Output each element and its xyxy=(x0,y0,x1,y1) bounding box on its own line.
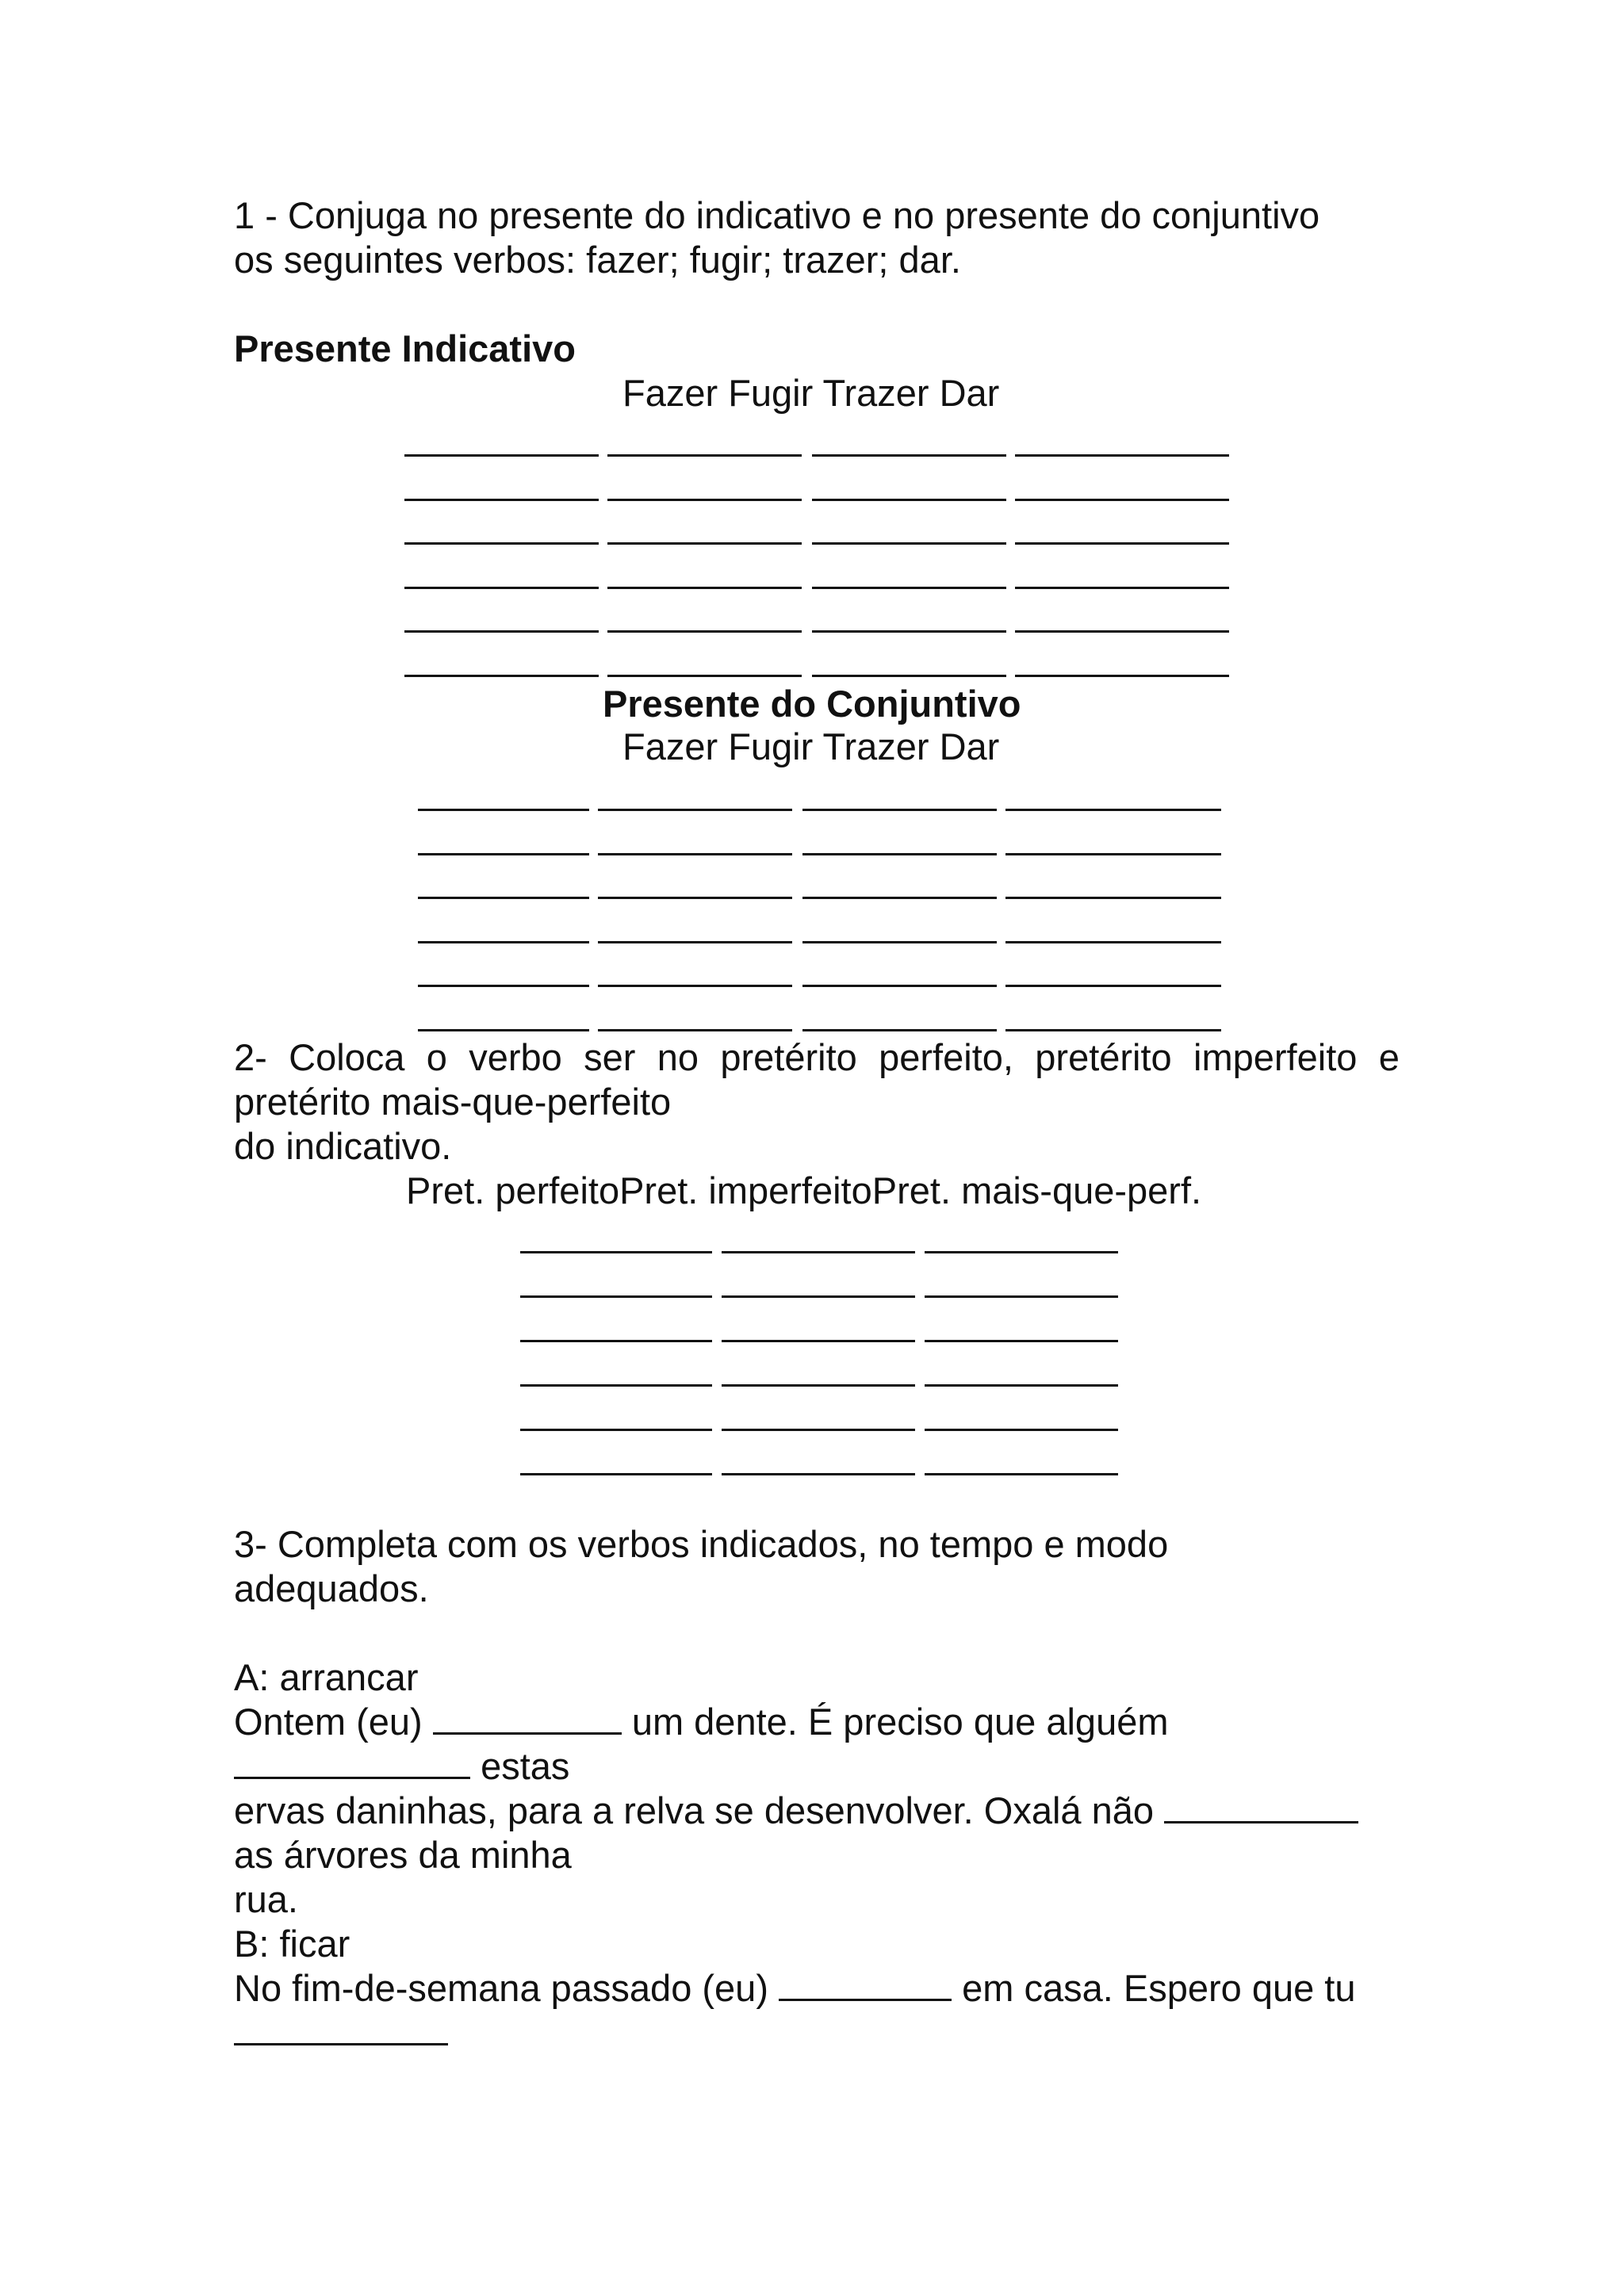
answer-line[interactable] xyxy=(722,1295,915,1298)
q3-b-line1-before-blank: No fim-de-semana passado (eu) xyxy=(234,1967,768,2009)
answer-line[interactable] xyxy=(1005,853,1221,855)
answer-line[interactable] xyxy=(812,542,1006,545)
q2-prompt-line3: do indicativo. xyxy=(234,1125,452,1167)
answer-line[interactable] xyxy=(722,1429,915,1431)
answer-line[interactable] xyxy=(1005,941,1221,943)
q3-b-line1-after-blank: em casa. Espero que tu xyxy=(962,1967,1356,2009)
answer-blank[interactable] xyxy=(1164,1791,1358,1823)
answer-line[interactable] xyxy=(722,1340,915,1342)
answer-line[interactable] xyxy=(598,897,792,899)
q2-prompt-word: Coloca xyxy=(289,1036,405,1078)
q2-column-headers: Pret. perfeitoPret. imperfeitoPret. mais-que-perf. xyxy=(406,1169,1202,1211)
answer-line[interactable] xyxy=(925,1295,1118,1298)
answer-line[interactable] xyxy=(802,897,997,899)
answer-line[interactable] xyxy=(722,1384,915,1387)
q3-a-line4: as árvores da minha xyxy=(234,1834,572,1876)
answer-blank[interactable] xyxy=(234,2013,448,2045)
answer-line[interactable] xyxy=(1005,985,1221,987)
q1-prompt-line1: 1 - Conjuga no presente do indicativo e no presente do conjuntivo xyxy=(234,194,1320,236)
answer-line[interactable] xyxy=(802,853,997,855)
answer-line[interactable] xyxy=(520,1251,712,1253)
answer-line[interactable] xyxy=(520,1384,712,1387)
q2-prompt-line1 xyxy=(234,1035,1400,1080)
answer-line[interactable] xyxy=(802,941,997,943)
answer-line[interactable] xyxy=(418,809,589,811)
answer-blank[interactable] xyxy=(433,1702,622,1735)
q3-a-line3 xyxy=(234,1789,1358,1833)
answer-line[interactable] xyxy=(722,1473,915,1475)
q3-a-line1 xyxy=(234,1700,1169,1744)
answer-line[interactable] xyxy=(598,853,792,855)
answer-line[interactable] xyxy=(812,499,1006,501)
answer-line[interactable] xyxy=(1015,630,1229,633)
answer-line[interactable] xyxy=(722,1251,915,1253)
answer-line[interactable] xyxy=(1005,1029,1221,1031)
answer-line[interactable] xyxy=(925,1384,1118,1387)
answer-line[interactable] xyxy=(925,1251,1118,1253)
answer-line[interactable] xyxy=(607,499,802,501)
answer-line[interactable] xyxy=(607,542,802,545)
answer-line[interactable] xyxy=(812,587,1006,589)
indicativo-column-headers: Fazer Fugir Trazer Dar xyxy=(622,372,1000,414)
q2-prompt-word: imperfeito xyxy=(1193,1036,1358,1078)
q3-prompt-line1: 3- Completa com os verbos indicados, no tempo e modo xyxy=(234,1523,1169,1565)
answer-line[interactable] xyxy=(598,941,792,943)
answer-line[interactable] xyxy=(812,630,1006,633)
q3-prompt-line2: adequados. xyxy=(234,1567,429,1609)
answer-line[interactable] xyxy=(607,587,802,589)
q2-prompt-line2: pretérito mais-que-perfeito xyxy=(234,1081,672,1123)
q3-a-line2-after-blank: estas xyxy=(481,1745,570,1787)
answer-line[interactable] xyxy=(404,499,599,501)
answer-line[interactable] xyxy=(1005,897,1221,899)
answer-line[interactable] xyxy=(802,985,997,987)
answer-line[interactable] xyxy=(520,1429,712,1431)
answer-line[interactable] xyxy=(802,1029,997,1031)
answer-line[interactable] xyxy=(520,1473,712,1475)
answer-line[interactable] xyxy=(418,941,589,943)
answer-line[interactable] xyxy=(520,1340,712,1342)
answer-line[interactable] xyxy=(1015,454,1229,457)
q2-prompt-word: verbo xyxy=(469,1036,562,1078)
q3-a-line5: rua. xyxy=(234,1878,298,1920)
q2-prompt-word: pretérito xyxy=(1035,1036,1172,1078)
answer-line[interactable] xyxy=(418,985,589,987)
q3-a-line1-after-blank: um dente. É preciso que alguém xyxy=(631,1701,1169,1743)
answer-line[interactable] xyxy=(598,809,792,811)
answer-line[interactable] xyxy=(418,897,589,899)
q3-b-line2 xyxy=(234,2011,448,2055)
answer-line[interactable] xyxy=(520,1295,712,1298)
answer-line[interactable] xyxy=(1005,809,1221,811)
q2-prompt-word: 2- xyxy=(234,1036,267,1078)
answer-line[interactable] xyxy=(607,630,802,633)
answer-blank[interactable] xyxy=(234,1747,470,1779)
answer-line[interactable] xyxy=(925,1340,1118,1342)
answer-line[interactable] xyxy=(1015,542,1229,545)
answer-line[interactable] xyxy=(418,853,589,855)
answer-line[interactable] xyxy=(404,454,599,457)
answer-line[interactable] xyxy=(1015,675,1229,677)
answer-line[interactable] xyxy=(1015,499,1229,501)
answer-line[interactable] xyxy=(404,587,599,589)
q1-prompt-line2: os seguintes verbos: fazer; fugir; trazer; dar. xyxy=(234,239,961,281)
q3-b-line1 xyxy=(234,1966,1356,2011)
q2-prompt-word: ser xyxy=(584,1036,636,1078)
q3-b-label: B: ficar xyxy=(234,1923,350,1965)
q3-a-line3-before-blank: ervas daninhas, para a relva se desenvolver. Oxalá não xyxy=(234,1789,1155,1831)
answer-line[interactable] xyxy=(418,1029,589,1031)
conjuntivo-column-headers: Fazer Fugir Trazer Dar xyxy=(622,725,1000,767)
answer-line[interactable] xyxy=(598,1029,792,1031)
q3-a-label: A: arrancar xyxy=(234,1656,419,1698)
answer-line[interactable] xyxy=(598,985,792,987)
q2-prompt-word: perfeito, xyxy=(879,1036,1013,1078)
answer-line[interactable] xyxy=(812,454,1006,457)
answer-line[interactable] xyxy=(925,1473,1118,1475)
answer-line[interactable] xyxy=(925,1429,1118,1431)
answer-line[interactable] xyxy=(404,542,599,545)
answer-line[interactable] xyxy=(404,675,599,677)
answer-blank[interactable] xyxy=(779,1969,952,2001)
q3-a-line2 xyxy=(234,1744,569,1789)
answer-line[interactable] xyxy=(607,454,802,457)
indicativo-heading: Presente Indicativo xyxy=(234,327,576,369)
q2-prompt-word: pretérito xyxy=(720,1036,857,1078)
conjuntivo-heading: Presente do Conjuntivo xyxy=(603,683,1021,725)
q3-a-line1-before-blank: Ontem (eu) xyxy=(234,1701,423,1743)
answer-line[interactable] xyxy=(607,675,802,677)
answer-line[interactable] xyxy=(812,675,1006,677)
q2-prompt-word: no xyxy=(657,1036,699,1078)
q2-prompt-word: o xyxy=(426,1036,447,1078)
q2-prompt-word: e xyxy=(1378,1036,1400,1078)
answer-line[interactable] xyxy=(1015,587,1229,589)
answer-line[interactable] xyxy=(404,630,599,633)
answer-line[interactable] xyxy=(802,809,997,811)
